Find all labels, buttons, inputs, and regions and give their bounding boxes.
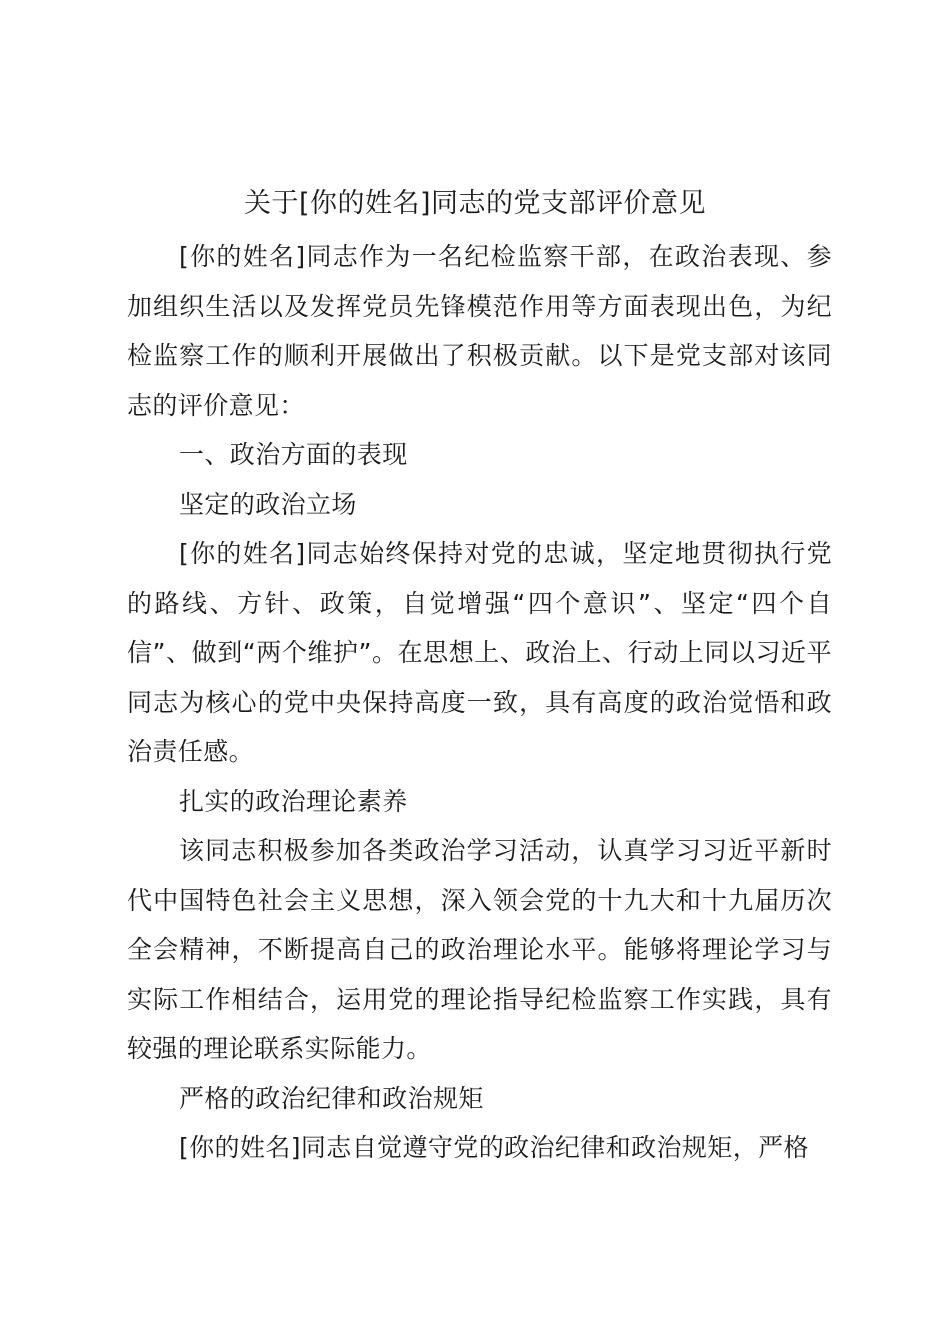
- document-title: 关于[你的姓名]同志的党支部评价意见: [243, 188, 707, 219]
- section-heading-political: 一、政治方面的表现: [179, 440, 408, 469]
- subheading-discipline: 严格的政治纪律和政治规矩: [179, 1083, 484, 1113]
- subheading-theory: 扎实的政治理论素养: [179, 786, 408, 816]
- document-body: [127, 232, 832, 1173]
- paragraph-discipline: [你的姓名]同志自觉遵守党的政治纪律和政治规矩，严格: [179, 1133, 809, 1162]
- paragraph-political-stance: [你的姓名]同志始终保持对党的忠诚，坚定地贯彻执行党的路线、方针、政策，自觉增强“四个意识”、坚定“四个自信”、做到“两个维护”。在思想上、政治上、行动上同以习近平同志为核心的党中央保持高度一致，具有高度的政治觉悟和政治责任感。: [127, 539, 832, 766]
- subheading-political-stance: 坚定的政治立场: [179, 489, 357, 519]
- intro-paragraph: [你的姓名]同志作为一名纪检监察干部，在政治表现、参加组织生活以及发挥党员先锋模范作用等方面表现出色，为纪检监察工作的顺利开展做出了积极贡献。以下是党支部对该同志的评价意见：: [127, 242, 832, 420]
- paragraph-theory: 该同志积极参加各类政治学习活动，认真学习习近平新时代中国特色社会主义思想，深入领会党的十九大和十九届历次全会精神，不断提高自己的政治理论水平。能够将理论学习与实际工作相结合，运用党的理论指导纪检监察工作实践，具有较强的理论联系实际能力。: [127, 836, 832, 1063]
